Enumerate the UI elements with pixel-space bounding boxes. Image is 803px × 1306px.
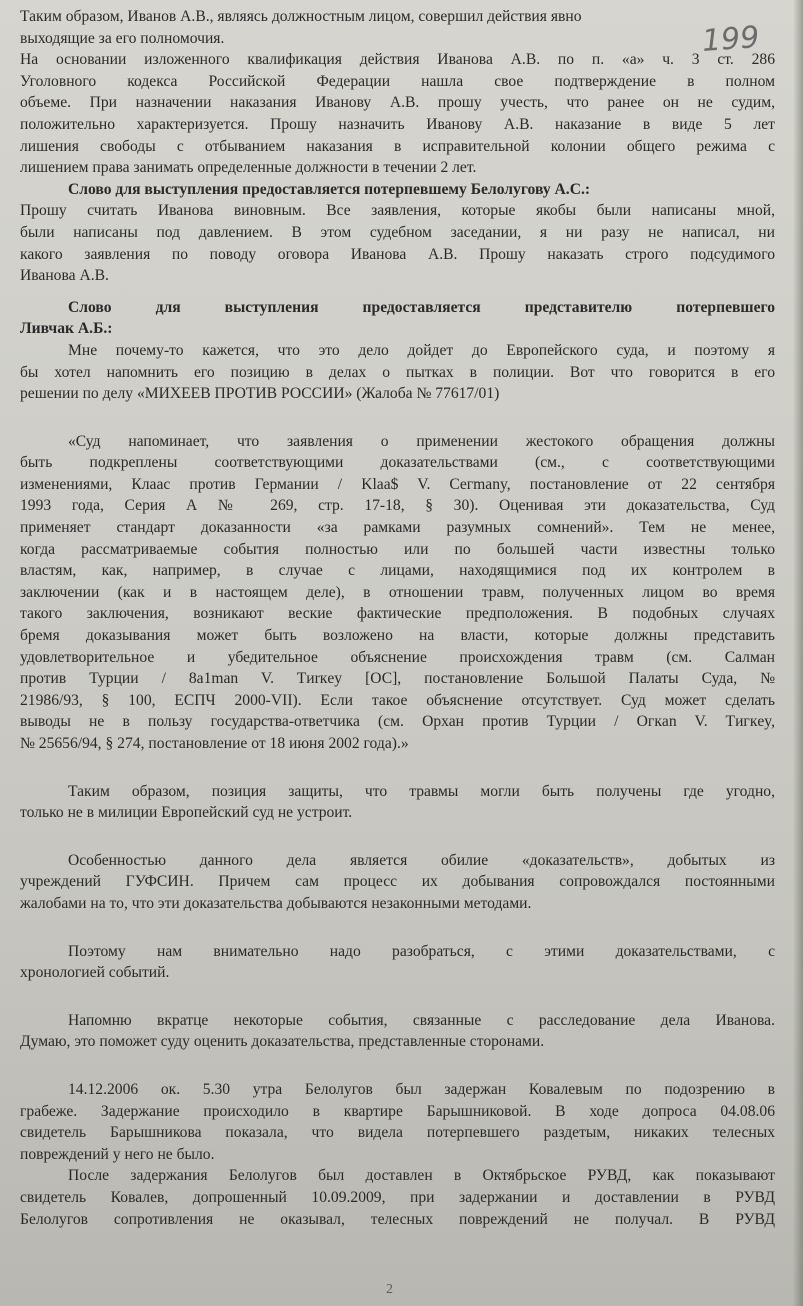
text-line: быть подкреплены соответствующими доказательствами (см., с соответствующими bbox=[20, 454, 775, 472]
text-line: бы хотел напомнить его позицию в делах о пытках в полиции. Вот что говорится в его bbox=[20, 363, 775, 381]
text-line: учреждений ГУФСИН. Причем сам процесс их добывания сопровождался постоянными bbox=[20, 873, 775, 891]
text-line: положительно характеризуется. Прошу назначить Иванову А.В. наказание в виде 5 лет bbox=[20, 115, 775, 133]
text-line: выводы не в пользу государства-ответчика (см. Орхан против Турции / Огкan V. Tигкey, bbox=[20, 713, 775, 731]
text-line: удовлетворительное и убедительное объяснение происхождения травм (см. Салман bbox=[20, 648, 775, 666]
footer-page-number: 2 bbox=[386, 1282, 393, 1297]
text-line: когда рассматриваемые события полностью или по большей части известны только bbox=[20, 540, 775, 558]
text-line: Таким образом, позиция защиты, что травмы могли быть получены где угодно, bbox=[68, 782, 775, 800]
text-line: Белолугов сопротивления не оказывал, телесных повреждений не получал. В РУВД bbox=[20, 1210, 775, 1228]
text-line: применяет стандарт доказанности «за рамками разумных сомнений». Тем не менее, bbox=[20, 519, 775, 537]
text-line: Напомню вкратце некоторые события, связанные с расследование дела Иванова. bbox=[68, 1011, 775, 1029]
text-line: жалобами на то, что эти доказательства добываются незаконными методами. bbox=[20, 894, 532, 912]
document-body bbox=[20, 6, 775, 1230]
text-line: 14.12.2006 ок. 5.30 утра Белолугов был задержан Ковалевым по подозрению в bbox=[68, 1080, 775, 1098]
page-edge-shadow bbox=[793, 0, 803, 1306]
text-line: властям, как, например, в случае с лицами, находящимися под их контролем в bbox=[20, 562, 775, 580]
text-line: Ливчак А.Б.: bbox=[20, 320, 113, 338]
text-line: грабеже. Задержание происходило в квартире Барышниковой. В ходе допроса 04.08.06 bbox=[20, 1102, 775, 1120]
text-line: хронологией событий. bbox=[20, 964, 170, 982]
text-line: На основании изложенного квалификация действия Иванова А.В. по п. «а» ч. 3 ст. 286 bbox=[20, 51, 775, 69]
text-line: «Суд напоминает, что заявления о применении жестокого обращения должны bbox=[68, 432, 775, 450]
text-line: № 25656/94, § 274, постановление от 18 июня 2002 года).» bbox=[20, 735, 409, 752]
text-line: объеме. При назначении наказания Иванову А.В. прошу учесть, что ранее он не судим, bbox=[20, 94, 775, 112]
text-line: лишением права занимать определенные должности в течении 2 лет. bbox=[20, 159, 477, 177]
text-line: 21986/93, § 100, ЕСПЧ 2000-VII). Если такое объяснение отсутствует. Суд может сделать bbox=[20, 691, 775, 709]
text-line: Таким образом, Иванов А.В., являясь должностным лицом, совершил действия явно bbox=[20, 8, 582, 25]
text-line: такого заключения, возникают веские фактические предположения. В подобных случаях bbox=[20, 605, 775, 623]
text-line: После задержания Белолугов был доставлен в Октябрьское РУВД, как показывают bbox=[68, 1167, 775, 1185]
text-line: были написаны под давлением. В этом судебном заседании, я ни разу не написал, ни bbox=[20, 223, 775, 241]
text-line: Уголовного кодекса Российской Федерации нашла свое подтверждение в полном bbox=[20, 72, 775, 90]
text-line: изменениями, Клаас против Германии / Klaa$ V. Ceгmany, постановление от 22 сентября bbox=[20, 475, 775, 493]
text-line: выходящие за его полномочия. bbox=[20, 29, 225, 47]
text-line: Иванова А.В. bbox=[20, 267, 109, 285]
text-line: Прошу считать Иванова виновным. Все заявления, которые якобы были написаны мной, bbox=[20, 202, 775, 220]
text-line: повреждений у него не было. bbox=[20, 1145, 215, 1163]
text-line: Слово для выступления предоставляется представителю потерпевшего bbox=[68, 298, 775, 316]
text-line: заключении (как и в настоящем деле), в отношении травм, полученных лицом во время bbox=[20, 583, 775, 601]
text-line: свидетель Ковалев, допрошенный 10.09.2009, при задержании и доставлении в РУВД bbox=[20, 1188, 775, 1206]
text-line: Слово для выступления предоставляется потерпевшему Белолугову А.С.: bbox=[68, 180, 591, 198]
text-line: бремя доказывания может быть возложено на власти, которые должны представить bbox=[20, 627, 775, 645]
text-line: только не в милиции Европейский суд не устроит. bbox=[20, 804, 353, 822]
text-line: Мне почему-то кажется, что это дело дойдет до Европейского суда, и поэтому я bbox=[68, 341, 775, 359]
handwritten-page-number: 199 bbox=[700, 20, 761, 59]
text-line: Думаю, это поможет суду оценить доказательства, представленные сторонами. bbox=[20, 1033, 545, 1051]
text-line: какого заявления по поводу оговора Иванова А.В. Прошу наказать строго подсудимого bbox=[20, 245, 775, 263]
text-line: решении по делу «МИХЕЕВ ПРОТИВ РОССИИ» (Жалоба № 77617/01) bbox=[20, 385, 500, 403]
text-line: лишения свободы с отбыванием наказания в исправительной колонии общего режима с bbox=[20, 137, 775, 155]
text-line: Поэтому нам внимательно надо разобраться, с этими доказательствами, с bbox=[68, 942, 775, 960]
text-line: свидетель Барышникова показала, что видела потерпевшего раздетым, никаких телесных bbox=[20, 1124, 775, 1142]
text-line: 1993 года, Серия А № 269, стр. 17-18, § 30). Оценивая эти доказательства, Суд bbox=[20, 497, 775, 515]
text-line: против Турции / 8a1man V. Tиrкey [ОС], постановление Большой Палаты Суда, № bbox=[20, 670, 775, 688]
text-line: Особенностью данного дела является обилие «доказательств», добытых из bbox=[68, 851, 775, 869]
